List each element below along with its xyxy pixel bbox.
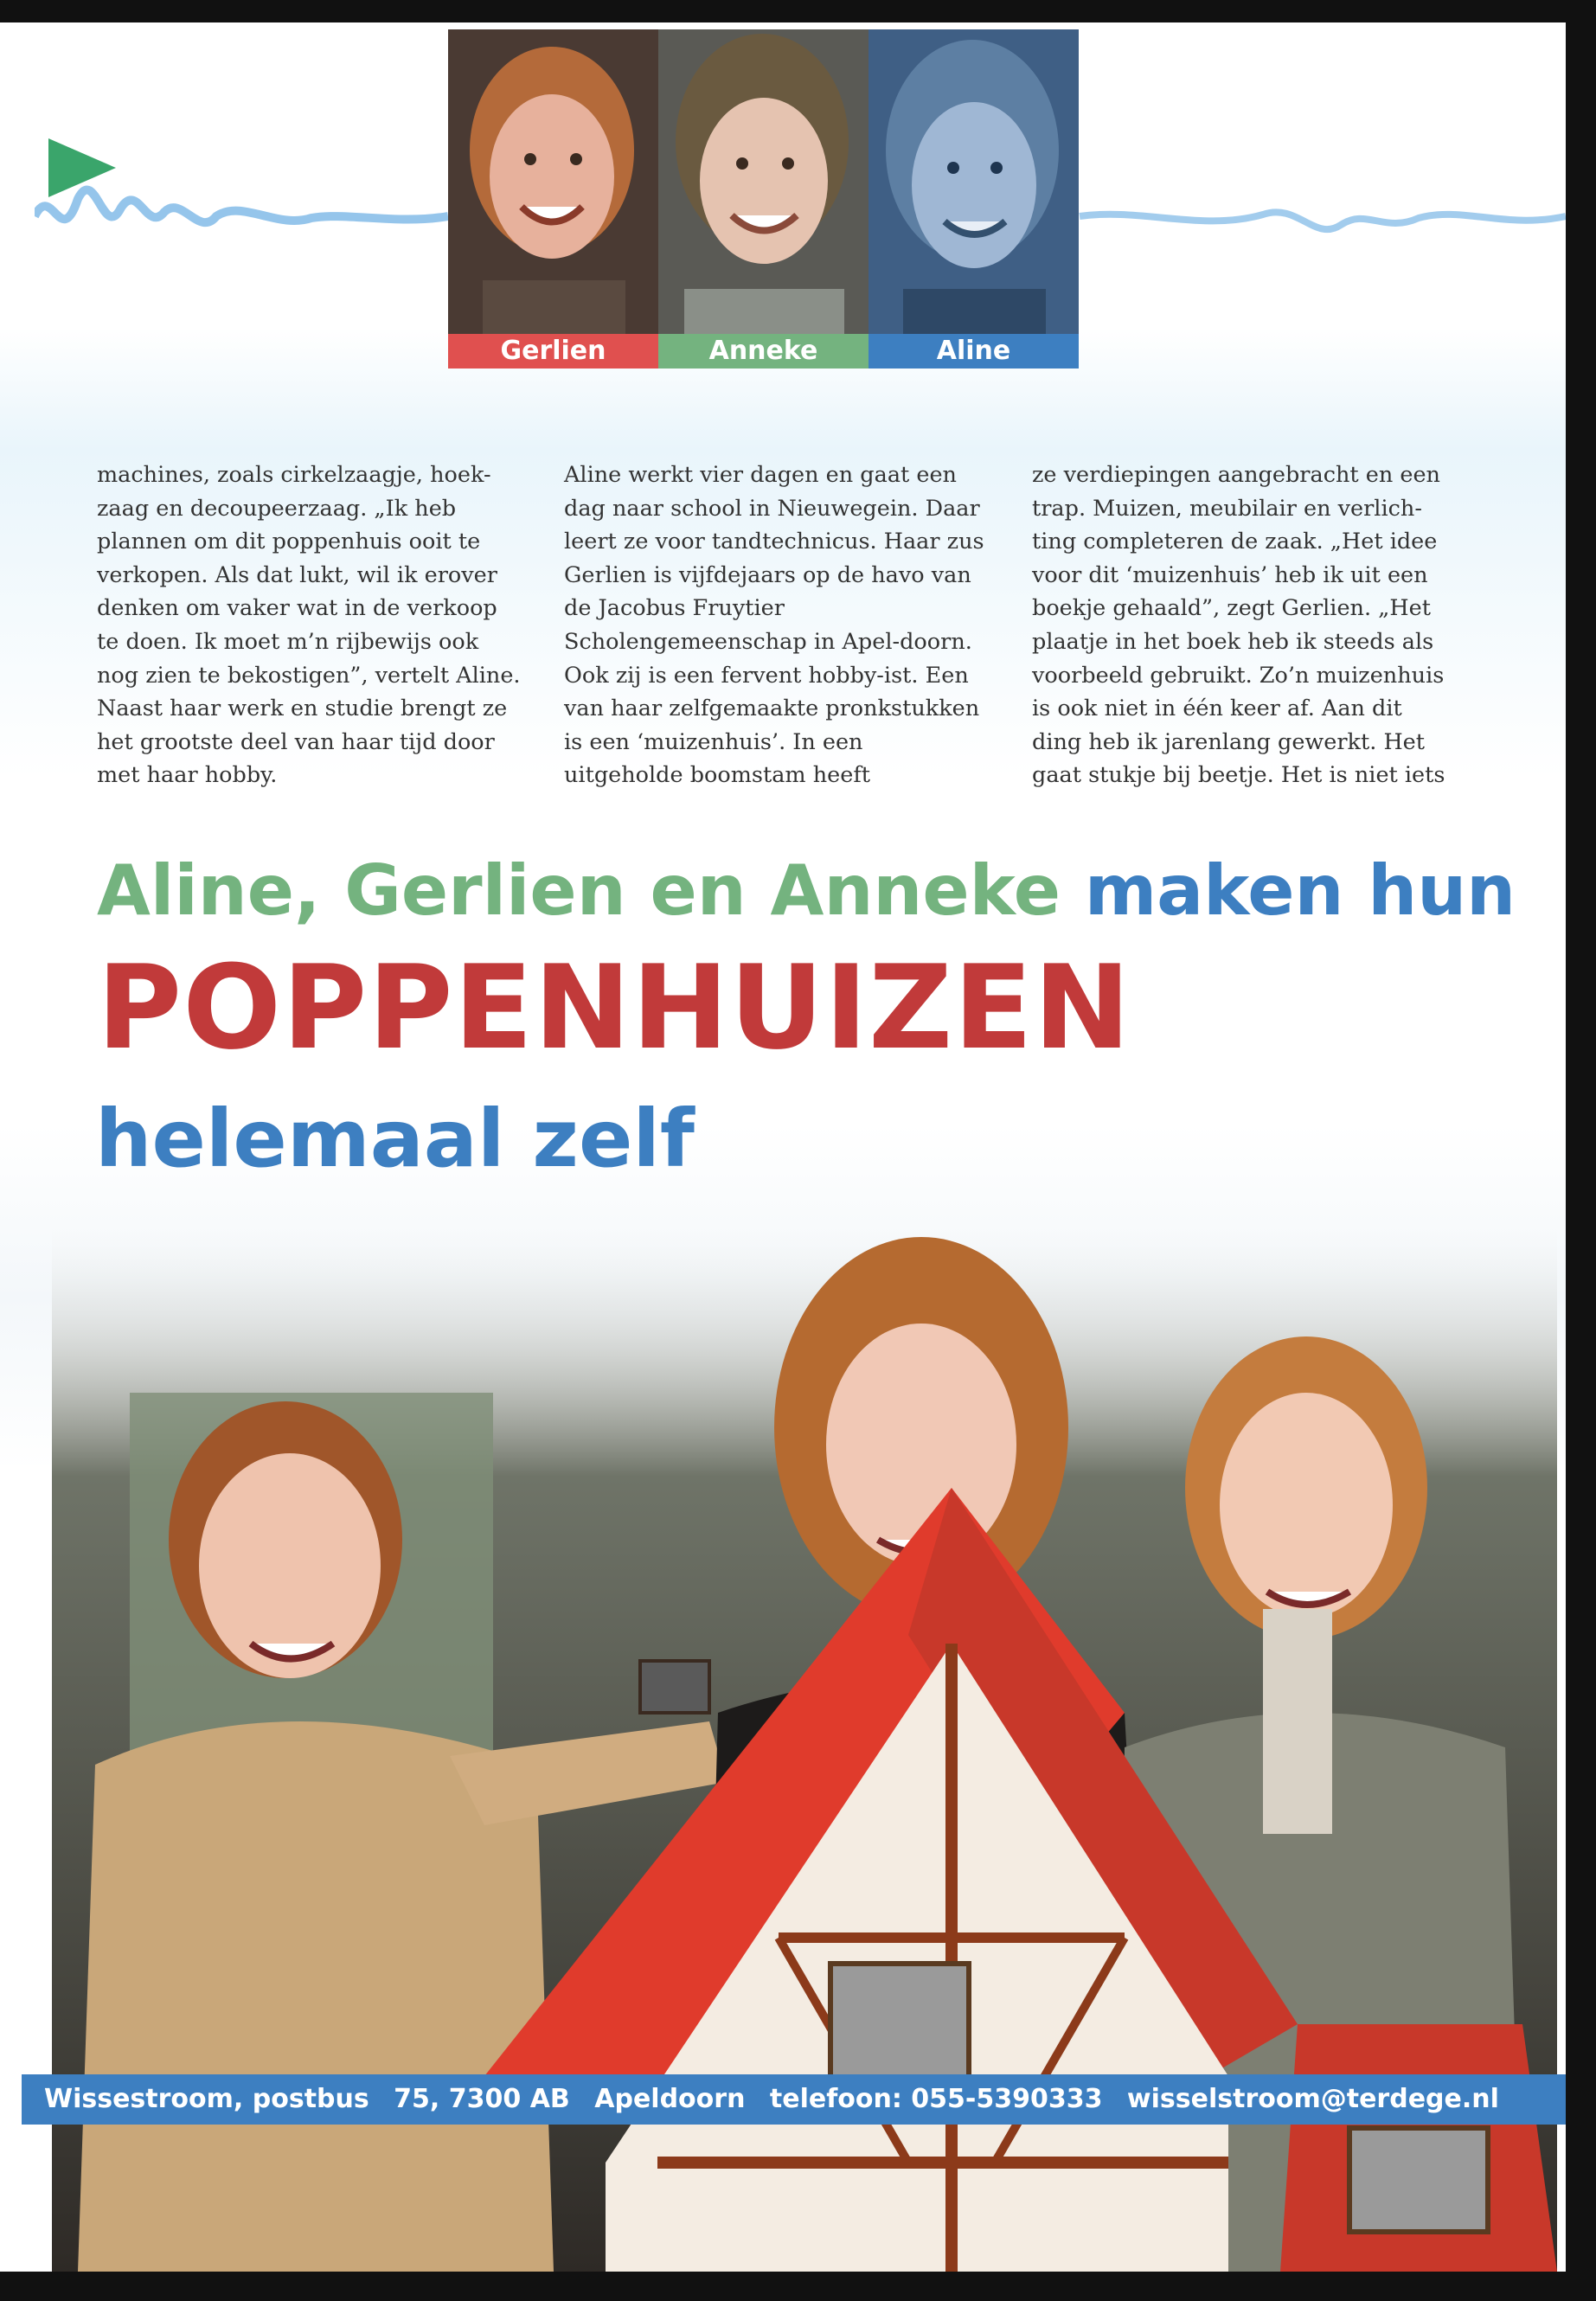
page-title: POPPENHUIZEN	[97, 940, 1131, 1075]
portrait-aline	[869, 29, 1079, 334]
article-column-2	[564, 458, 988, 792]
footer-email[interactable]: wisselstroom@terdege.nl	[1126, 2084, 1499, 2114]
column-2-text: Aline werkt vier dagen en gaat een dag naar school in Nieuwegein. Daar leert ze voor tandtechnicus. Haar zus Gerlien is vijfdejaars op de havo van de Jacobus Fruytier Scholengemeenschap in Apel-doorn. Ook zij is een fervent hobby-ist. Een van haar zelfgemaakte pronkstukken is een ‘muizenhuis’. In een uitgeholde boomstam heeft	[564, 462, 984, 789]
footer-organisation: Wissestroom, postbus	[44, 2084, 369, 2114]
scan-edge-top	[0, 0, 1596, 22]
name-label-aline: Aline	[869, 334, 1079, 369]
name-label-gerlien: Gerlien	[448, 334, 658, 369]
footer-address: 75, 7300 AB	[394, 2084, 570, 2114]
page-subtitle: helemaal zelf	[95, 1093, 695, 1185]
footer-phone: telefoon: 055-5390333	[769, 2084, 1103, 2114]
portrait-strip	[448, 29, 1080, 369]
portrait-gerlien	[448, 29, 658, 334]
headline-names: Aline, Gerlien en Anneke	[97, 850, 1061, 931]
article-column-3	[1032, 458, 1456, 792]
footer-contact-bar	[22, 2074, 1566, 2125]
headline-verb: maken hun	[1084, 850, 1516, 931]
portrait-anneke	[658, 29, 869, 334]
name-label-anneke: Anneke	[658, 334, 869, 369]
headline	[97, 848, 1516, 934]
column-1-text: machines, zoals cirkelzaagje, hoek-zaag en decoupeerzaag. „Ik heb plannen om dit poppenhuis ooit te verkopen. Als dat lukt, wil ik erover denken om vaker wat in de verkoop te doen. Ik moet m’n rijbewijs ook nog zien te bekostigen”, vertelt Aline. Naast haar werk en studie brengt ze het grootste deel van haar tijd door met haar hobby.	[97, 462, 521, 789]
scan-edge-bottom	[0, 2272, 1596, 2301]
article-column-1	[97, 458, 521, 792]
column-3-text: ze verdiepingen aangebracht en een trap. Muizen, meubilair en verlich-ting completeren de zaak. „Het idee voor dit ‘muizenhuis’ heb ik uit een boekje gehaald”, zegt Gerlien. „Het plaatje in het boek heb ik steeds als voorbeeld gebruikt. Zo’n muizenhuis is ook niet in één keer af. Aan dit ding heb ik jarenlang gewerkt. Het gaat stukje bij beetje. Het is niet iets	[1032, 462, 1445, 789]
footer-city: Apeldoorn	[594, 2084, 746, 2114]
scan-edge-right	[1566, 0, 1596, 2301]
